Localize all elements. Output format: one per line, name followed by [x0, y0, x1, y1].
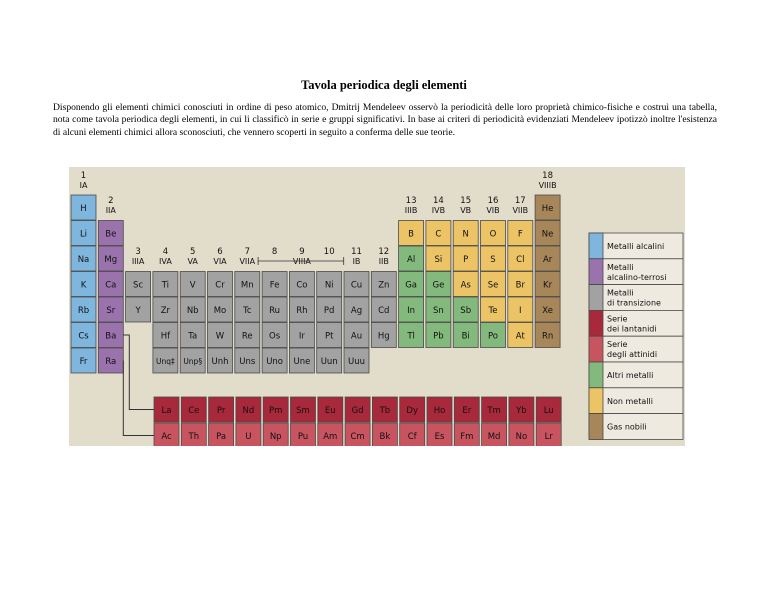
group-roman-18: VIIIB [538, 181, 557, 190]
element-symbol: Uuu [348, 357, 365, 367]
element-symbol: Cd [378, 306, 390, 316]
group-roman-17: VIIB [512, 206, 529, 215]
group-number-8: 8 [271, 247, 278, 257]
element-symbol: Kr [543, 280, 553, 291]
group-number-7: 7 [244, 247, 251, 257]
element-symbol: Si [434, 255, 443, 265]
group-roman-15: VB [460, 206, 472, 215]
element-symbol: Cf [407, 432, 417, 442]
legend-label: dei lantanidi [607, 324, 657, 334]
element-symbol: Eu [324, 406, 336, 416]
group-number-15: 15 [460, 196, 472, 206]
element-symbol: F [517, 229, 523, 240]
element-symbol: In [407, 306, 416, 316]
element-symbol: Ce [188, 406, 200, 416]
group-roman-9: VIIIA [292, 257, 311, 266]
legend-swatch [589, 259, 603, 285]
element-symbol: Dy [406, 406, 418, 416]
element-symbol: Xe [542, 306, 553, 316]
element-symbol: Zr [160, 306, 171, 316]
element-symbol: Ho [433, 406, 446, 416]
element-symbol: Ar [542, 255, 553, 265]
legend-swatch [589, 336, 603, 362]
element-symbol: Ba [105, 331, 117, 342]
group-number-14: 14 [432, 196, 444, 206]
periodic-table-figure [69, 167, 685, 446]
legend-label: di transizione [607, 298, 661, 308]
element-symbol: Lr [544, 432, 553, 442]
legend-swatch [589, 388, 603, 414]
element-symbol: Np [269, 432, 282, 442]
element-symbol: K [80, 280, 87, 291]
element-symbol: No [515, 432, 528, 442]
element-symbol: Unp§ [183, 357, 203, 366]
element-symbol: Po [487, 331, 499, 342]
element-symbol: Pm [268, 406, 283, 416]
element-symbol: Nb [186, 306, 199, 316]
element-symbol: Os [269, 331, 281, 342]
group-number-3: 3 [135, 247, 141, 257]
element-symbol: Bk [379, 432, 391, 442]
group-number-2: 2 [108, 196, 114, 206]
element-symbol: B [408, 229, 415, 240]
legend-label: Gas nobili [607, 422, 647, 432]
group-roman-1: IA [79, 181, 88, 190]
element-symbol: Al [407, 255, 416, 265]
element-symbol: Ru [269, 306, 281, 316]
element-symbol: Sn [433, 306, 444, 316]
group-number-5: 5 [189, 247, 196, 257]
legend-label: Altri metalli [607, 371, 654, 380]
element-symbol: Co [296, 280, 308, 291]
element-symbol: Se [487, 280, 499, 291]
element-symbol: Gd [351, 406, 364, 416]
group-roman-2: IIA [105, 206, 116, 215]
element-symbol: Uno [266, 357, 284, 367]
element-symbol: Pa [216, 432, 227, 442]
element-symbol: Ca [105, 280, 117, 291]
group-number-18: 18 [542, 171, 554, 181]
group-roman-5: VA [187, 257, 198, 266]
element-symbol: Pd [323, 306, 335, 316]
element-symbol: Cm [350, 432, 365, 442]
legend-swatch [589, 414, 603, 440]
element-symbol: Unq‡ [156, 357, 175, 366]
element-symbol: Rn [541, 331, 554, 342]
element-symbol: Re [241, 331, 253, 342]
group-roman-12: IIB [378, 257, 389, 266]
element-symbol: Cl [516, 255, 525, 265]
element-symbol: Ir [298, 331, 305, 342]
element-symbol: Cu [350, 280, 363, 291]
element-symbol: Ne [541, 229, 554, 240]
group-roman-3: IIIA [131, 257, 145, 266]
element-symbol: Mg [104, 255, 118, 265]
element-symbol: Au [350, 331, 363, 342]
group-roman-13: IIIB [404, 206, 418, 215]
element-symbol: Nd [242, 406, 255, 416]
group-roman-14: IVB [431, 206, 446, 215]
element-symbol: Hf [160, 331, 171, 342]
element-symbol: Rh [296, 306, 308, 316]
element-symbol: Unh [211, 357, 229, 367]
element-symbol: Lu [543, 406, 554, 416]
group-number-16: 16 [487, 196, 499, 206]
element-symbol: Cs [78, 331, 89, 342]
element-symbol: Ge [432, 280, 445, 291]
element-symbol: H [80, 204, 87, 214]
element-symbol: Mn [240, 280, 254, 291]
element-symbol: W [215, 331, 225, 342]
legend-label: Serie [607, 314, 628, 324]
element-symbol: Zn [378, 280, 390, 291]
element-symbol: O [489, 229, 497, 240]
element-symbol: Pu [297, 432, 309, 442]
element-symbol: Ta [188, 331, 198, 342]
element-symbol: Fe [269, 280, 280, 291]
element-symbol: At [515, 331, 525, 342]
group-number-4: 4 [162, 247, 169, 257]
legend-label: Serie [607, 340, 628, 350]
element-symbol: Te [488, 306, 498, 316]
element-symbol: Sr [106, 306, 116, 316]
element-symbol: Fm [460, 432, 474, 442]
legend-label: degli attinidi [607, 350, 658, 360]
element-symbol: Rb [77, 306, 90, 316]
element-symbol: Ni [324, 280, 334, 291]
group-number-9: 9 [299, 247, 305, 257]
element-symbol: Ga [405, 280, 417, 291]
group-roman-4: IVA [159, 257, 172, 266]
element-symbol: Pr [216, 406, 226, 416]
group-number-13: 13 [405, 196, 417, 206]
legend-swatch [589, 362, 603, 388]
element-symbol: Mo [213, 306, 227, 316]
element-symbol: He [541, 204, 554, 214]
element-symbol: Be [105, 229, 117, 240]
element-symbol: Ag [350, 306, 363, 316]
element-symbol: Tc [243, 306, 252, 316]
element-symbol: Fr [79, 357, 88, 367]
element-symbol: S [490, 255, 496, 265]
intro-paragraph: Disponendo gli elementi chimici conosciuti in ordine di peso atomico, Dmitrij Mendeleev osservò la periodicità delle loro proprietà chimico-fisiche e costruì una tabella, nota come tavola periodica degli elementi, in cui li classificò in serie e gruppi significativi. In base ai criteri di periodicità evidenziati Mendeleev ipotizzò inoltre l'esistenza di alcuni elementi chimici allora sconosciuti, che vennero scoperti in seguito a conferma delle sue teorie. [53, 102, 717, 138]
legend-swatch [589, 310, 603, 336]
group-number-10: 10 [323, 247, 335, 257]
group-roman-7: VIIA [239, 257, 256, 266]
element-symbol: N [462, 229, 469, 240]
legend-swatch [589, 285, 603, 311]
element-symbol: Sm [296, 406, 310, 416]
element-symbol: Li [79, 229, 88, 240]
element-symbol: Uns [239, 357, 256, 367]
group-roman-11: IB [352, 257, 361, 266]
element-symbol: Une [293, 357, 311, 367]
element-symbol: Tm [487, 406, 501, 416]
group-roman-16: VIB [486, 206, 500, 215]
legend-swatch [589, 233, 603, 259]
group-number-17: 17 [514, 196, 526, 206]
element-symbol: As [460, 280, 471, 291]
group-number-12: 12 [378, 247, 390, 257]
element-symbol: Ti [161, 280, 170, 291]
element-symbol: Th [188, 432, 200, 442]
element-symbol: Pt [324, 331, 334, 342]
element-symbol: La [161, 406, 172, 416]
group-number-1: 1 [80, 171, 87, 181]
element-symbol: Tb [379, 406, 391, 416]
element-symbol: Es [434, 432, 445, 442]
element-symbol: P [463, 255, 469, 265]
element-symbol: Y [135, 306, 141, 316]
legend-label: Metalli alcalini [607, 242, 665, 251]
legend-label: alcalino-terrosi [607, 272, 667, 282]
legend-label: Metalli [607, 262, 634, 272]
element-symbol: Ac [161, 432, 172, 442]
element-symbol: Na [77, 255, 90, 265]
element-symbol: Md [487, 432, 501, 442]
element-symbol: Bi [461, 331, 470, 342]
element-symbol: Cr [215, 280, 225, 291]
element-symbol: Yb [516, 406, 527, 416]
element-symbol: I [519, 306, 522, 316]
element-symbol: Ra [105, 357, 117, 367]
element-symbol: Tl [407, 331, 415, 342]
legend-label: Non metalli [607, 396, 653, 406]
element-symbol: U [245, 432, 252, 442]
element-symbol: C [435, 229, 442, 240]
element-symbol: Uun [320, 357, 338, 367]
element-symbol: Pb [433, 331, 444, 342]
periodic-table [69, 167, 685, 446]
page-title: Tavola periodica degli elementi [301, 78, 467, 92]
element-symbol: Am [323, 432, 338, 442]
element-symbol: Br [515, 280, 525, 291]
legend-label: Metalli [607, 288, 634, 298]
element-symbol: Sc [133, 280, 144, 291]
group-number-6: 6 [217, 247, 223, 257]
element-symbol: V [189, 280, 196, 291]
element-symbol: Sb [460, 306, 472, 316]
element-symbol: Hg [377, 331, 390, 342]
group-roman-6: VIA [213, 257, 227, 266]
group-number-11: 11 [351, 247, 362, 257]
element-symbol: Er [462, 406, 472, 416]
